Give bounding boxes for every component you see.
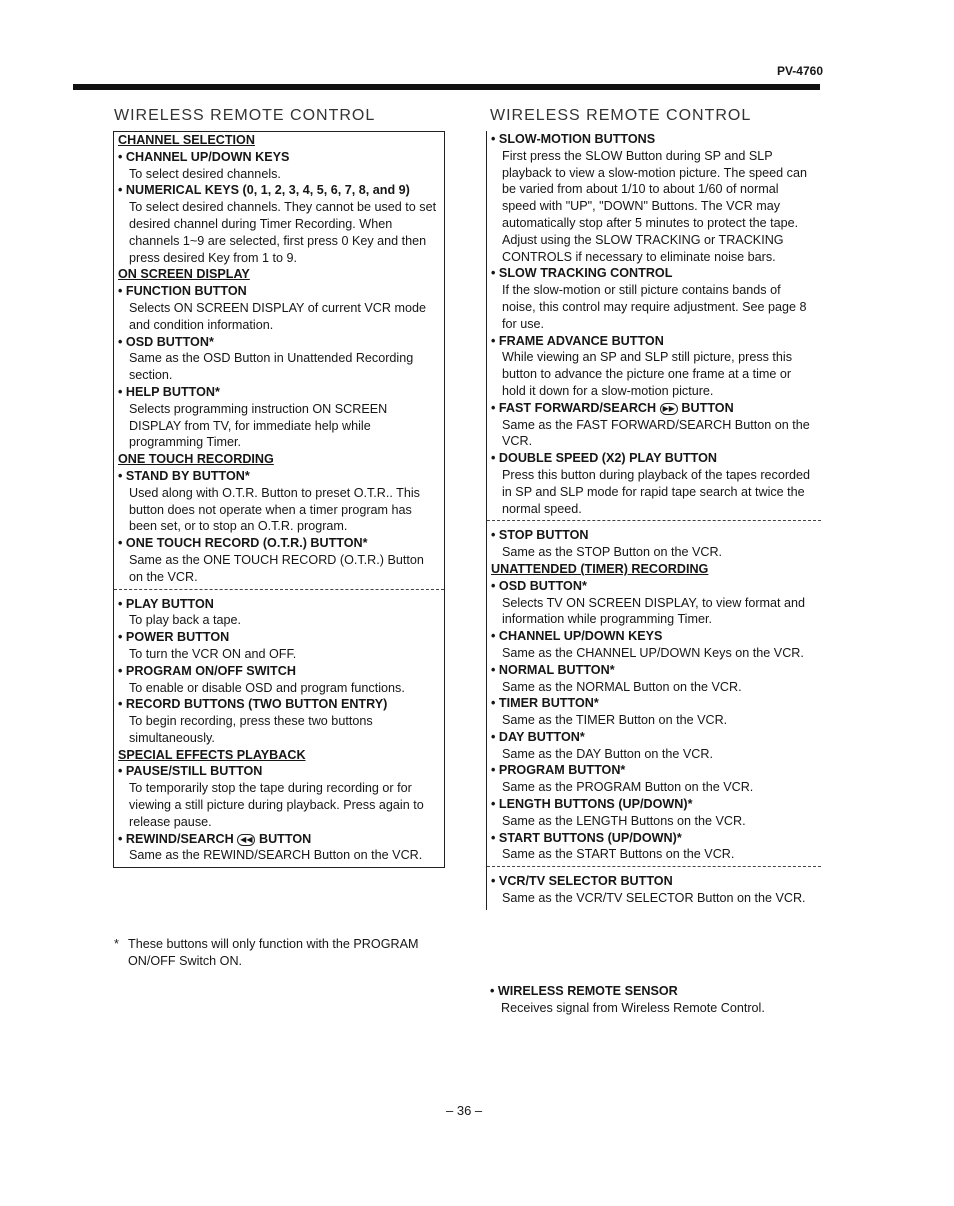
item-description: Same as the TIMER Button on the VCR.	[502, 713, 728, 728]
item-help-button	[118, 384, 438, 451]
model-number: PV-4760	[776, 64, 823, 78]
item-program-on-off-switch	[118, 663, 438, 697]
item-description: Same as the START Buttons on the VCR.	[502, 847, 735, 862]
item-description: Same as the REWIND/SEARCH Button on the VCR.	[129, 848, 423, 863]
item-title: • START BUTTONS (UP/DOWN)*	[491, 830, 815, 847]
right-segment	[487, 131, 821, 520]
item-description: Selects programming instruction ON SCREEN DISPLAY from TV, for immediate help while programming Timer.	[129, 401, 388, 450]
item-description: Same as the NORMAL Button on the VCR.	[502, 679, 742, 694]
footnote-text: These buttons will only function with the PROGRAM ON/OFF Switch ON.	[128, 937, 419, 968]
item-osd-button	[491, 578, 815, 628]
item-title: • NORMAL BUTTON*	[491, 662, 815, 679]
item-one-touch-record-o-t-r-button	[118, 535, 438, 585]
item-title: • SLOW TRACKING CONTROL	[491, 265, 815, 282]
fast-forward-icon: ▶▶	[660, 403, 678, 415]
item-description: Same as the DAY Button on the VCR.	[502, 746, 713, 761]
item-title: • HELP BUTTON*	[118, 384, 438, 401]
item-description: Same as the PROGRAM Button on the VCR.	[502, 780, 754, 795]
item-description: To temporarily stop the tape during recording or for viewing a still picture during playback. Press again to release pause.	[129, 781, 424, 829]
item-slow-motion-buttons	[491, 131, 815, 265]
item-vcr-tv-selector-button	[491, 873, 815, 907]
item-day-button	[491, 729, 815, 763]
item-play-button	[118, 596, 438, 630]
item-rewind-search	[118, 831, 438, 865]
item-frame-advance-button	[491, 333, 815, 400]
wireless-remote-sensor	[490, 983, 820, 1017]
section-heading-on-screen-display: ON SCREEN DISPLAY	[118, 267, 250, 282]
item-title-suffix: BUTTON	[255, 831, 312, 846]
item-title: • FUNCTION BUTTON	[118, 283, 438, 300]
left-column-title: WIRELESS REMOTE CONTROL	[114, 107, 376, 124]
item-title: • CHANNEL UP/DOWN KEYS	[491, 628, 815, 645]
item-title: • TIMER BUTTON*	[491, 695, 815, 712]
right-segment	[487, 866, 821, 910]
item-stop-button	[491, 527, 815, 561]
item-title: • VCR/TV SELECTOR BUTTON	[491, 873, 815, 890]
item-title: • STAND BY BUTTON*	[118, 468, 438, 485]
sensor-description: Receives signal from Wireless Remote Control.	[501, 1000, 765, 1015]
item-description: Same as the ONE TOUCH RECORD (O.T.R.) Button on the VCR.	[129, 552, 424, 584]
item-title: • SLOW-MOTION BUTTONS	[491, 131, 815, 148]
item-description: Selects TV ON SCREEN DISPLAY, to view format and information while programming Timer.	[502, 595, 806, 627]
item-description: To select desired channels.	[129, 166, 281, 181]
left-segment	[114, 132, 444, 589]
item-start-buttons-up-down	[491, 830, 815, 864]
section-heading-channel-selection: CHANNEL SELECTION	[118, 133, 255, 147]
item-description: Same as the VCR/TV SELECTOR Button on the VCR.	[502, 891, 806, 906]
item-osd-button	[118, 334, 438, 384]
item-title: • PROGRAM ON/OFF SWITCH	[118, 663, 438, 680]
item-description: Selects ON SCREEN DISPLAY of current VCR mode and condition information.	[129, 300, 426, 332]
item-title: • PLAY BUTTON	[118, 596, 438, 613]
item-numerical-keys-0-1-2-3-4-5-6-7-8-and-9	[118, 182, 438, 266]
item-description: If the slow-motion or still picture contains bands of noise, this control may require adjustment. See page 8 for use.	[502, 283, 807, 331]
item-description: To enable or disable OSD and program functions.	[129, 680, 405, 695]
section-heading-one-touch-recording: ONE TOUCH RECORDING	[118, 452, 274, 467]
item-title: • OSD BUTTON*	[491, 578, 815, 595]
item-title: • DAY BUTTON*	[491, 729, 815, 746]
item-title-text: FAST FORWARD/SEARCH	[498, 400, 657, 415]
section-heading-special-effects-playback: SPECIAL EFFECTS PLAYBACK	[118, 747, 306, 762]
left-segment	[114, 589, 444, 868]
item-double-speed-x2-play-button	[491, 450, 815, 517]
right-segment	[487, 520, 821, 866]
item-normal-button	[491, 662, 815, 696]
item-function-button	[118, 283, 438, 333]
item-title: • NUMERICAL KEYS (0, 1, 2, 3, 4, 5, 6, 7, 8, and 9)	[118, 182, 438, 199]
item-slow-tracking-control	[491, 265, 815, 332]
item-channel-up-down-keys	[491, 628, 815, 662]
item-title: • POWER BUTTON	[118, 629, 438, 646]
right-box	[486, 131, 821, 910]
item-title: • ONE TOUCH RECORD (O.T.R.) BUTTON*	[118, 535, 438, 552]
item-title-suffix: BUTTON	[677, 400, 734, 415]
rewind-icon: ◀◀	[237, 834, 255, 846]
item-title: • FRAME ADVANCE BUTTON	[491, 333, 815, 350]
item-description: First press the SLOW Button during SP and SLP playback to view a slow-motion picture. The speed can be varied from about 1/10 to about 1/60 of normal speed with "UP", "DOWN" Buttons. The VCR may automatically stop after 5 minutes to protect the tape. Adjust using the SLOW TRACKING or TRACKING CONTROLS if necessary to eliminate noise bars.	[502, 148, 807, 264]
item-description: To select desired channels. They cannot be used to set desired channel during Timer Recording. When channels 1~9 are selected, first press 0 Key and then press desired Key from 1 to 9.	[129, 200, 437, 265]
item-title: • PROGRAM BUTTON*	[491, 762, 815, 779]
item-title: • DOUBLE SPEED (X2) PLAY BUTTON	[491, 450, 815, 467]
item-fast-forward-search	[491, 400, 815, 450]
item-record-buttons-two-button-entry	[118, 696, 438, 746]
item-length-buttons-up-down	[491, 796, 815, 830]
item-program-button	[491, 762, 815, 796]
item-description: Used along with O.T.R. Button to preset O.T.R.. This button does not operate when a timer program has been set, or to stop an O.T.R. program.	[129, 485, 420, 534]
footnote-mark: *	[114, 937, 119, 951]
item-description: Same as the CHANNEL UP/DOWN Keys on the VCR.	[502, 645, 804, 660]
item-power-button	[118, 629, 438, 663]
item-title: • STOP BUTTON	[491, 527, 815, 544]
item-title: • RECORD BUTTONS (TWO BUTTON ENTRY)	[118, 696, 438, 713]
item-description: While viewing an SP and SLP still picture, press this button to advance the picture one frame at a time or hold it down for a slow-motion picture.	[502, 350, 793, 398]
item-title: • CHANNEL UP/DOWN KEYS	[118, 149, 438, 166]
item-description: Same as the FAST FORWARD/SEARCH Button on the VCR.	[502, 417, 810, 449]
header-rule	[73, 84, 820, 90]
item-description: Same as the STOP Button on the VCR.	[502, 545, 723, 560]
item-description: Same as the LENGTH Buttons on the VCR.	[502, 813, 746, 828]
section-heading-unattended-timer-recording: UNATTENDED (TIMER) RECORDING	[491, 561, 709, 576]
item-channel-up-down-keys	[118, 149, 438, 183]
item-title: • PAUSE/STILL BUTTON	[118, 763, 438, 780]
item-stand-by-button	[118, 468, 438, 535]
item-description: Same as the OSD Button in Unattended Recording section.	[129, 351, 414, 383]
page-number: – 36 –	[446, 1103, 483, 1118]
item-title: • LENGTH BUTTONS (UP/DOWN)*	[491, 796, 815, 813]
item-description: To turn the VCR ON and OFF.	[129, 646, 297, 661]
item-description: To begin recording, press these two buttons simultaneously.	[129, 714, 373, 745]
item-description: To play back a tape.	[129, 613, 242, 628]
sensor-title: • WIRELESS REMOTE SENSOR	[490, 983, 820, 1000]
item-title	[118, 831, 438, 848]
right-column-title: WIRELESS REMOTE CONTROL	[490, 107, 752, 124]
item-title: • OSD BUTTON*	[118, 334, 438, 351]
left-box	[113, 131, 445, 868]
item-title-text: REWIND/SEARCH	[125, 831, 234, 846]
item-pause-still-button	[118, 763, 438, 830]
item-description: Press this button during playback of the tapes recorded in SP and SLP mode for rapid tape search at twice the normal speed.	[502, 467, 811, 516]
item-timer-button	[491, 695, 815, 729]
footnote	[114, 936, 444, 970]
item-title	[491, 400, 815, 417]
